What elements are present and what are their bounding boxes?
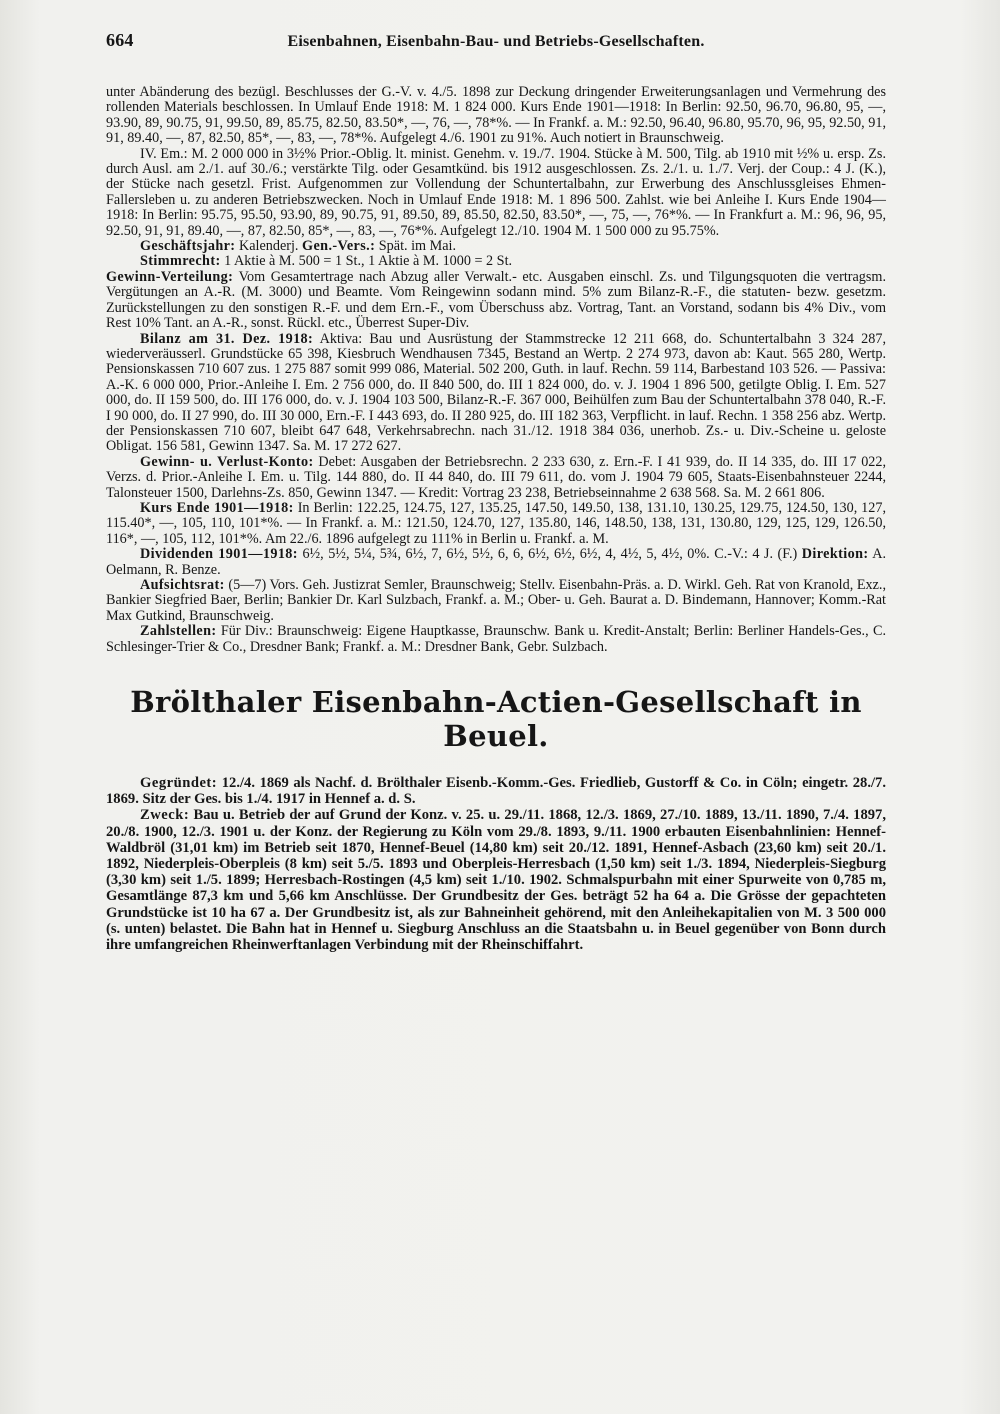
section-previous-company — [106, 85, 886, 655]
zweck-value: Bau u. Betrieb der auf Grund der Konz. v. 25. u. 29./11. 1868, 12./3. 1869, 27./10. 1889, 13./11. 1890, 7./4. 1897, 20./8. 1900, 12./3. 1901 u. der Konz. der Regierung zu Köln vom 29./8. 1893, 9./11. 1900 erbauten Eisenbahnlinien: Hennef-Waldbröl (31,01 km) im Betrieb seit 1870, Hennef-Beuel (14,80 km) seit 20./12. 1891, Hennef-Asbach (23,60 km) seit 20./1. 1892, Niederpleis-Oberpleis (8 km) seit 5./5. 1893 und Oberpleis-Herresbach (1,50 km) seit 1./3. 1894, Niederpleis-Siegburg (3,30 km) seit 1./5. 1899; Herresbach-Rostingen (4,5 km) seit 1./10. 1902. Schmalspurbahn mit einer Spurweite von 0,785 m, Gesamtlänge 87,3 km und 5,66 km Anschlüsse. Der Grundbesitz der Ges. beträgt 52 ha 64 a. Die Grösse der gepachteten Grundstücke ist 10 ha 67 a. Der Grundbesitz ist, als zur Bahneinheit gehörend, mit den Anleihekapitalien von M. 3 500 000 (s. unten) belastet. Die Bahn hat in Hennef u. Siegburg Anschluss an die Staatsbahn u. in Beuel gegenüber von Bonn durch ihre umfangreichen Rheinwerftanlagen Verbindung mit der Rheinschiffahrt. — [106, 807, 886, 954]
paragraph-zweck — [106, 807, 886, 953]
gewinn-verteilung-value: Vom Gesamtertrage nach Abzug aller Verwalt.- etc. Ausgaben einschl. Zs. und Tilgungsquoten die vertragsm. Vergütungen an A.-R. (M. 3000) und Beamte. Vom Reingewinn sodann mind. 5% zum Bilanz-R.-F., die statuten- bezw. gesetzm. Zurückstellungen zu den sonstigen R.-F. und dem Ern.-F., vom Überschuss abz. Vortrag, Tant. an Vorstand, sodann bis 4% Div., vom Rest 10% Tant. an A.-R., sonst. Rückl. etc., Überrest Super-Div. — [106, 268, 886, 332]
paragraph-continuation: unter Abänderung des bezügl. Beschlusses der G.-V. v. 4./5. 1898 zur Deckung dringender Erweiterungsanlagen und Vermehrung des rollenden Materials beschlossen. In Umlauf Ende 1918: M. 1 824 000. Kurs Ende 1901—1918: In Berlin: 92.50, 96.70, 96.80, 95, —, 93.90, 89, 90.75, 91, 99.50, 89, 85.75, 82.50, 83.50*, —, 76, —, 78*%. — In Frankf. a. M.: 92.50, 96.40, 96.80, 95.70, 96, 95, 92.50, 91, 91, 89.40, —, 87, 82.50, 85*, —, 83, —, 78*%. Aufgelegt 4./6. 1901 zu 91%. Auch notiert in Braunschweig. — [106, 84, 886, 147]
gewinn-verteilung-label: Gewinn-Verteilung: — [106, 268, 234, 285]
paragraph-iv-emission: IV. Em.: M. 2 000 000 in 3½% Prior.-Oblig. lt. minist. Genehm. v. 19./7. 1904. Stücke à M. 500, Tilg. ab 1910 mit ½% u. ersp. Zs. durch Ausl. am 2./1. auf 30./6.; verstärkte Tilg. oder Gesamtkünd. bis 1912 ausgeschlossen. Zs. 2./1. u. 1./7. Verj. der Coup.: 4 J. (K.), der Stücke nach gesetzl. Frist. Aufgenommen zur Vollendung der Schuntertalbahn, zur Erwerbung des Anschlussgleises Ehmen-Fallersleben u. zu anderen Betriebszwecken. Noch in Umlauf Ende 1918: M. 1 896 500. Zahlst. wie bei Anleihe I. Kurs Ende 1904—1918: In Berlin: 95.75, 95.50, 93.90, 89, 90.75, 91, 89.50, 89, 85.50, 82.50, 83.50*, —, 75, —, 76*%. — In Frankfurt a. M.: 96, 96, 95, 92.50, 91, 91, 89.40, —, 87, 82.50, 85*, —, 83, —, 76*%. Aufgelegt 12./10. 1904 M. 1 500 000 zu 95.75%. — [106, 145, 886, 239]
gen-vers-label: Gen.-Vers.: — [302, 238, 376, 255]
paragraph-dividenden — [106, 547, 886, 578]
running-title: Eisenbahnen, Eisenbahn-Bau- und Betriebs-Gesellschaften. — [287, 33, 705, 50]
direktion-value: A. Oelmann, R. Benze. — [106, 546, 887, 578]
zahlstellen-value: Für Div.: Braunschweig: Eigene Hauptkasse, Braunschw. Bank u. Kredit-Anstalt; Berlin: Berliner Handels-Ges., C. Schlesinger-Trier & Co., Dresdner Bank; Frankf. a. M.: Dresdner Bank, Gebr. Sulzbach. — [106, 623, 886, 655]
gen-vers-value: Spät. im Mai. — [378, 238, 457, 255]
paragraph-gewinn-verlust-konto — [106, 455, 886, 501]
paragraph-kurs — [106, 501, 886, 547]
bilanz-value: Aktiva: Bau und Ausrüstung der Stammstrecke 12 211 668, do. Schuntertalbahn 3 324 287, wiederveräusserl. Grundstücke 65 398, Kiesbruch Wendhausen 7345, Bestand an Wertp. 2 274 973, davon ab: Kaut. 565 280, Wertp. Pensionskassen 710 607 zus. 1 275 887 somit 999 086, Material. 502 200, Guth. in lauf. Rechn. 59 114, Barbestand 103 526. — Passiva: A.-K. 6 000 000, Prior.-Anleihe I. Em. 2 756 000, do. II 840 500, do. III 1 824 000, do. v. J. 1904 1 896 500, getilgte Oblig. I. Em. 527 000, do. II 159 500, do. III 176 000, do. v. J. 1904 103 500, Bilanz-R.-F. 367 000, Beihülfen zum Bau der Schuntertalbahn 378 040, R.-F. I 90 000, do. II 27 990, do. III 30 000, Ern.-F. I 443 693, do. II 280 925, do. III 182 363, Verpflicht. in lauf. Rechn. 1 358 256 abz. Wertp. der Pensionskassen 710 607, bleibt 647 648, Verkehrsabrechn. nach 31./12. 1918 384 036, unerhob. Zs.- u. Div.-Scheine u. geloste Obligat. 156 581, Gewinn 1347. Sa. M. 17 272 627. — [106, 330, 886, 455]
company-title: Brölthaler Eisenbahn-Actien-Gesellschaft in Beuel. — [130, 685, 862, 754]
aufsichtsrat-label: Aufsichtsrat: — [140, 577, 225, 593]
stimmrecht-value: 1 Aktie à M. 500 = 1 St., 1 Aktie à M. 1000 = 2 St. — [224, 253, 513, 270]
geschaeftsjahr-value: Kalenderj. — [238, 238, 299, 255]
section-broelthaler — [106, 775, 886, 953]
paragraph-bilanz — [106, 332, 886, 455]
kurs-value: In Berlin: 122.25, 124.75, 127, 135.25, 147.50, 149.50, 138, 131.10, 130.25, 129.75, 124.50, 130, 127, 115.40*, —, 105, 110, 101*%. — In Frankf. a. M.: 121.50, 124.70, 127, 135.80, 146, 148.50, 138, 131, 130.80, 129, 125, 129, 126.50, 116*, —, 105, 112, 101*%. Am 22./6. 1896 aufgelegt zu 111% in Berlin u. Frankf. a. M. — [106, 499, 886, 547]
page-header — [106, 30, 886, 51]
dividenden-value: 6½, 5½, 5¼, 5¾, 6½, 7, 6½, 5½, 6, 6, 6½, 6½, 6½, 4, 4½, 5, 4½, 0%. C.-V.: 4 J. (F.) — [302, 546, 798, 563]
paragraph-gewinn-verteilung — [106, 270, 886, 332]
kurs-label: Kurs Ende 1901—1918: — [140, 499, 294, 516]
gewinn-verlust-konto-label: Gewinn- u. Verlust-Konto: — [140, 453, 314, 470]
paragraph-zahlstellen — [106, 624, 886, 655]
page-number: 664 — [106, 30, 134, 50]
direktion-label: Direktion: — [801, 546, 869, 563]
stimmrecht-label: Stimmrecht: — [140, 253, 221, 270]
dividenden-label: Dividenden 1901—1918: — [140, 546, 298, 563]
paragraph-stimmrecht — [106, 254, 886, 269]
zweck-label: Zweck: — [140, 807, 190, 824]
paragraph-geschaeftsjahr — [106, 239, 886, 254]
gegruendet-value: 12./4. 1869 als Nachf. d. Brölthaler Eisenb.-Komm.-Ges. Friedlieb, Gustorff & Co. in Cöln; eingetr. 28./7. 1869. Sitz der Ges. bis 1./4. 1917 in Hennef a. d. S. — [106, 775, 886, 808]
zahlstellen-label: Zahlstellen: — [140, 623, 217, 640]
gewinn-verlust-konto-value: Debet: Ausgaben der Betriebsrechn. 2 233 630, z. Ern.-F. I 41 939, do. II 14 335, do. III 17 022, Verzs. d. Prior.-Anleihe I. Em. u. Tilg. 144 880, do. II 44 840, do. III 79 611, do. vom J. 1904 79 605, Staats-Eisenbahnsteuer 2244, Talonsteuer 1500, Darlehns-Zs. 850, Gewinn 1347. — Kredit: Vortrag 23 238, Betriebseinnahme 2 638 568. Sa. M. 2 661 806. — [106, 453, 887, 501]
paragraph-gegruendet — [106, 775, 886, 807]
bilanz-label: Bilanz am 31. Dez. 1918: — [140, 330, 314, 347]
geschaeftsjahr-label: Geschäftsjahr: — [140, 238, 236, 255]
aufsichtsrat-value: (5—7) Vors. Geh. Justizrat Semler, Braunschweig; Stellv. Eisenbahn-Präs. a. D. Wirkl. Geh. Rat von Kranold, Exz., Bankier Siegfried Baer, Berlin; Bankier Dr. Karl Sulzbach, Frankf. a. M.; Ober- u. Geh. Baurat a. D. Bindemann, Hannover; Komm.-Rat Max Gutkind, Braunschweig. — [106, 577, 886, 624]
gegruendet-label: Gegründet: — [140, 775, 218, 792]
paragraph-aufsichtsrat — [106, 578, 886, 624]
